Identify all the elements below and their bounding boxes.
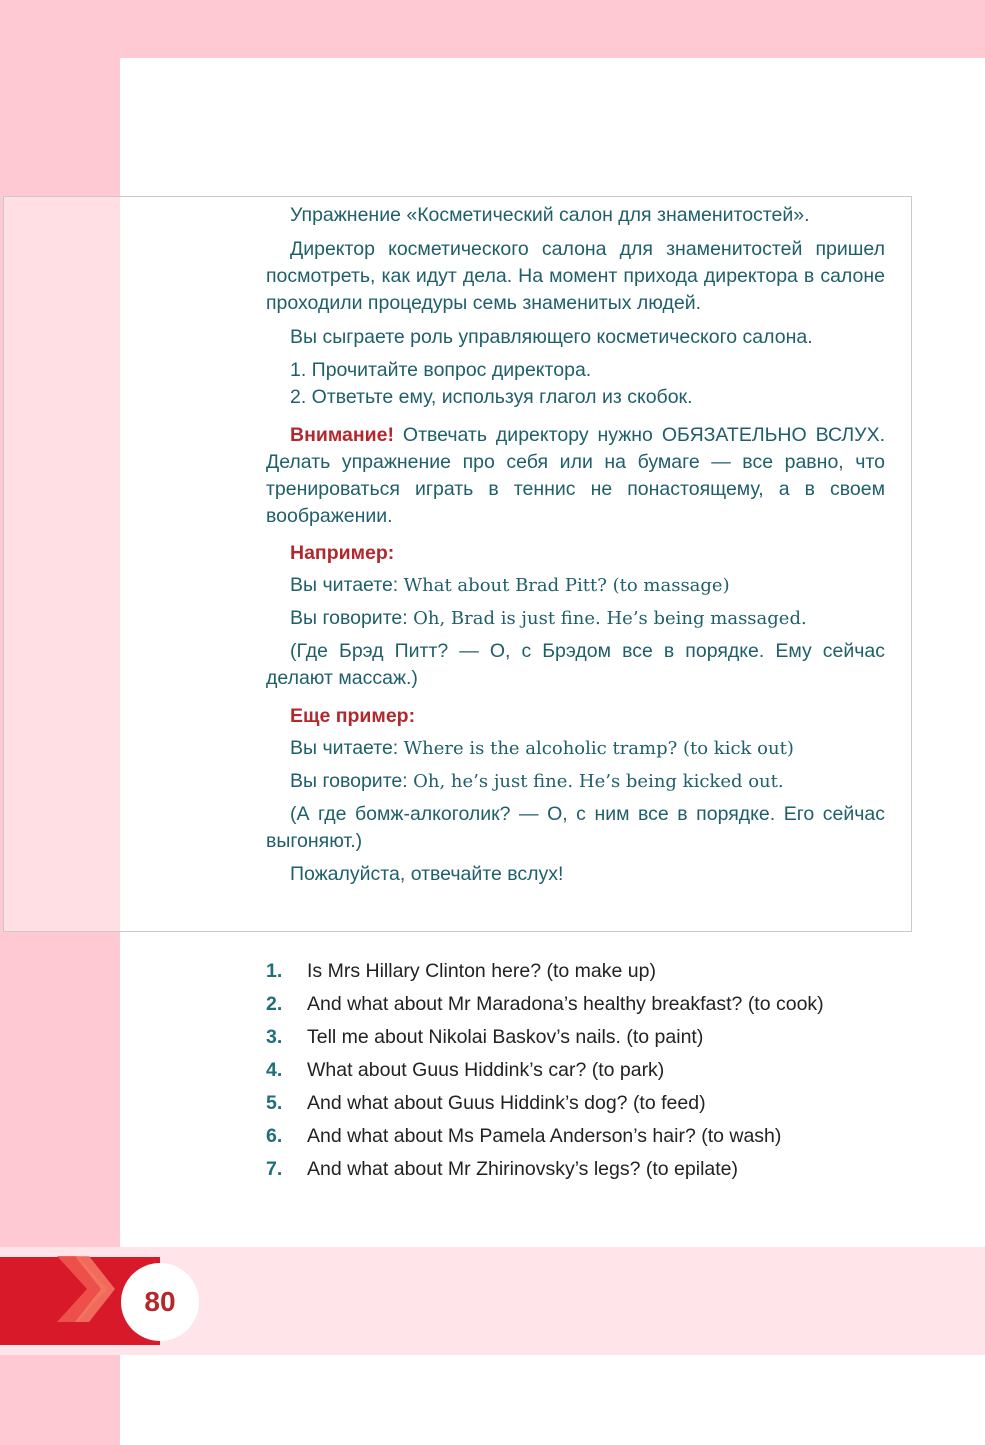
example1-read-label: Вы читаете: — [290, 574, 399, 596]
questions-list — [266, 958, 885, 1189]
example1-translation: (Где Брэд Питт? — О, с Брэдом все в порядке. Ему сейчас делают массаж.) — [266, 640, 885, 689]
list-item — [266, 958, 885, 985]
list-number: 4. — [266, 1059, 283, 1081]
step-2: 2. Ответьте ему, используя глагол из скобок. — [290, 386, 693, 408]
attention-paragraph — [266, 422, 885, 530]
page-number: 80 — [121, 1263, 199, 1341]
exercise-title: Упражнение «Косметический салон для знаменитостей». — [290, 204, 810, 226]
example1-heading: Например: — [290, 542, 395, 564]
example2-read-text: Where is the alcoholic tramp? (to kick out) — [403, 738, 794, 759]
list-item — [266, 1024, 885, 1051]
example2-say — [266, 768, 885, 795]
double-chevron-icon — [55, 1254, 115, 1324]
example1-say-text: Oh, Brad is just fine. He’s being massaged. — [413, 608, 807, 629]
example1-read-text: What about Brad Pitt? (to massage) — [403, 575, 730, 596]
step-1: 1. Прочитайте вопрос директора. — [290, 359, 592, 381]
list-number: 5. — [266, 1092, 283, 1114]
list-text: What about Guus Hiddink’s car? (to park) — [307, 1059, 665, 1081]
closing-line: Пожалуйста, отвечайте вслух! — [290, 863, 564, 885]
list-text: Tell me about Nikolai Baskov’s nails. (to paint) — [307, 1026, 704, 1048]
example2-say-label: Вы говорите: — [290, 770, 408, 792]
list-item — [266, 1090, 885, 1117]
director-paragraph: Директор косметического салона для знаменитостей пришел посмотреть, как идут дела. На момент прихода директора в салоне проходили процедуры семь знаменитых людей. — [266, 238, 885, 314]
list-number: 7. — [266, 1158, 283, 1180]
attention-label: Внимание! — [290, 424, 394, 446]
example1-say-label: Вы говорите: — [290, 607, 408, 629]
list-text: And what about Mr Zhirinovsky’s legs? (to epilate) — [307, 1158, 739, 1180]
list-item — [266, 1156, 885, 1183]
example2-heading: Еще пример: — [290, 705, 416, 727]
example2-read-label: Вы читаете: — [290, 737, 399, 759]
example1-say — [266, 605, 885, 632]
example2-read — [266, 735, 885, 762]
list-item — [266, 991, 885, 1018]
attention-text: Отвечать директору нужно ОБЯЗАТЕЛЬНО ВСЛУХ. Делать упражнение про себя или на бумаге — все равно, что тренироваться играть в теннис не понастоящему, а в своем воображении. — [266, 424, 885, 527]
list-item — [266, 1123, 885, 1150]
list-number: 1. — [266, 960, 283, 982]
role-paragraph: Вы сыграете роль управляющего косметического салона. — [290, 326, 813, 348]
list-number: 3. — [266, 1026, 283, 1048]
top-pink-margin — [0, 0, 985, 58]
list-text: And what about Mr Maradona’s healthy breakfast? (to cook) — [307, 993, 824, 1015]
exercise-instructions — [266, 202, 885, 888]
example2-say-text: Oh, he’s just fine. He’s being kicked out. — [413, 771, 784, 792]
list-text: Is Mrs Hillary Clinton here? (to make up) — [307, 960, 656, 982]
list-text: And what about Ms Pamela Anderson’s hair? (to wash) — [307, 1125, 782, 1147]
list-number: 6. — [266, 1125, 283, 1147]
example1-read — [266, 572, 885, 599]
example2-translation: (А где бомж-алкоголик? — О, с ним все в порядке. Его сейчас выгоняют.) — [266, 803, 885, 852]
box-pink-fill — [4, 197, 120, 931]
list-number: 2. — [266, 993, 283, 1015]
list-text: And what about Guus Hiddink’s dog? (to feed) — [307, 1092, 706, 1114]
list-item — [266, 1057, 885, 1084]
